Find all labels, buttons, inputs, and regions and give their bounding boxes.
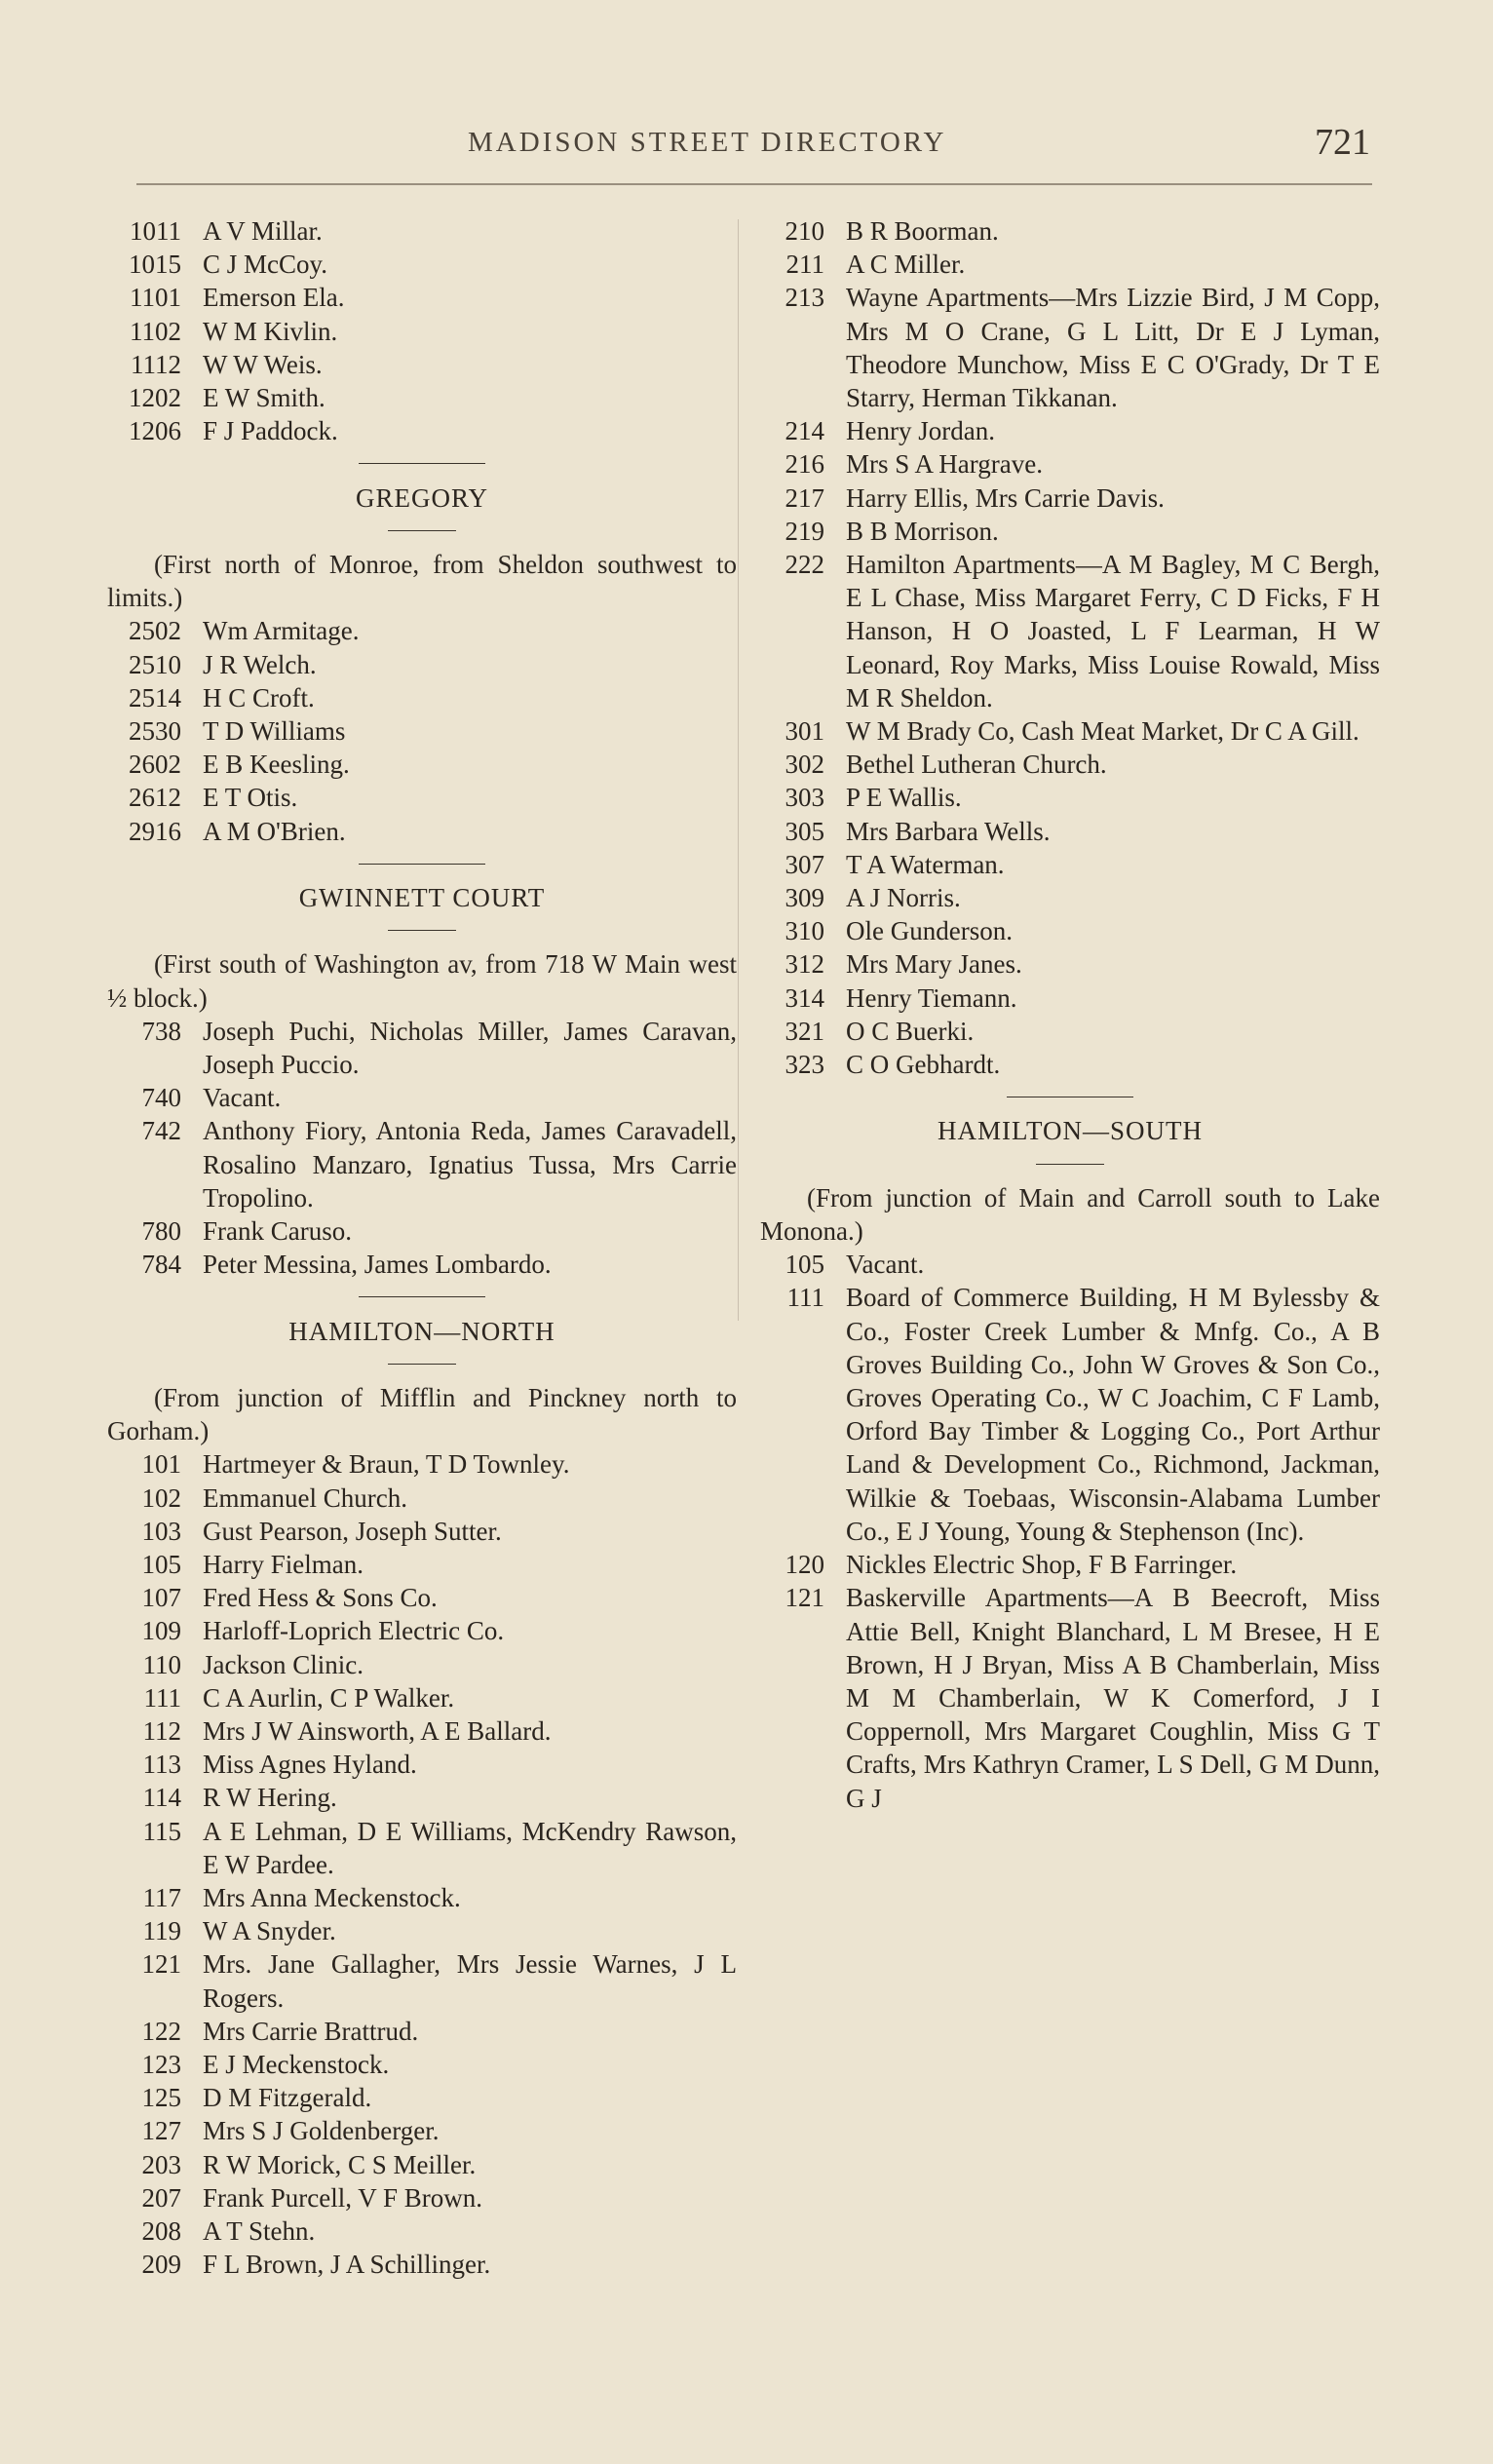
- directory-entry: [107, 1681, 737, 1714]
- section-divider: [107, 848, 737, 881]
- house-number: 314: [785, 982, 824, 1013]
- house-number: 203: [141, 2149, 181, 2179]
- occupant-names: A C Miller.: [846, 250, 966, 280]
- occupant-names: F J Paddock.: [203, 416, 338, 446]
- house-number: 309: [785, 883, 824, 913]
- occupant-names: E W Smith.: [203, 383, 325, 413]
- house-number: 216: [785, 449, 824, 480]
- house-number: 2502: [129, 616, 181, 646]
- rule-line: [359, 463, 485, 464]
- occupant-names: W M Kivlin.: [203, 316, 338, 346]
- directory-entry: [107, 648, 737, 681]
- house-number: 105: [785, 1250, 824, 1280]
- house-number: 111: [786, 1283, 824, 1313]
- house-number: 120: [785, 1550, 824, 1580]
- directory-entry: [760, 1015, 1380, 1048]
- short-rule: [107, 914, 737, 947]
- house-number: 211: [785, 250, 824, 280]
- directory-entry: [760, 914, 1380, 947]
- directory-entry: [760, 515, 1380, 548]
- occupant-names: Anthony Fiory, Antonia Reda, James Caravadell, Rosalino Manzaro, Ignatius Tussa, Mrs Carrie Tropolino.: [203, 1116, 737, 1213]
- directory-entry: [760, 815, 1380, 848]
- occupant-names: E T Otis.: [203, 783, 298, 813]
- house-number: 123: [141, 2050, 181, 2080]
- house-number: 213: [785, 283, 824, 313]
- occupant-names: Ole Gunderson.: [846, 916, 1013, 946]
- section-divider: [107, 1281, 737, 1314]
- house-number: 301: [785, 716, 824, 747]
- section-heading: GWINNETT COURT: [298, 883, 546, 913]
- directory-entry: [107, 1781, 737, 1814]
- house-number: 109: [141, 1616, 181, 1646]
- house-number: 111: [143, 1682, 181, 1713]
- house-number: 784: [141, 1250, 181, 1280]
- house-number: 2514: [129, 682, 181, 712]
- occupant-names: Harry Fielman.: [203, 1550, 364, 1580]
- occupant-names: A T Stehn.: [203, 2216, 316, 2247]
- occupant-names: A V Millar.: [203, 216, 323, 246]
- occupant-names: R W Hering.: [203, 1783, 337, 1813]
- rule-line: [388, 1364, 456, 1365]
- occupant-names: H C Croft.: [203, 682, 315, 712]
- house-number: 113: [142, 1750, 181, 1780]
- section-description: (First north of Monroe, from Sheldon southwest to limits.): [107, 550, 737, 613]
- directory-entry: [760, 881, 1380, 914]
- house-number: 219: [785, 516, 824, 546]
- occupant-names: T D Williams: [203, 716, 346, 747]
- section-heading: HAMILTON—SOUTH: [937, 1116, 1204, 1146]
- left-column: [107, 214, 737, 2282]
- house-number: 101: [141, 1449, 181, 1480]
- house-number: 742: [141, 1116, 181, 1146]
- directory-entry: [107, 815, 737, 848]
- occupant-names: R W Morick, C S Meiller.: [203, 2149, 477, 2179]
- house-number: 210: [785, 216, 824, 246]
- occupant-names: Wm Armitage.: [203, 616, 360, 646]
- occupant-names: W M Brady Co, Cash Meat Market, Dr C A Gill.: [846, 716, 1359, 747]
- house-number: 125: [141, 2083, 181, 2113]
- house-number: 121: [141, 1949, 181, 1980]
- occupant-names: Bethel Lutheran Church.: [846, 750, 1107, 780]
- right-column: [760, 214, 1380, 1815]
- directory-entry: [760, 947, 1380, 981]
- house-number: 214: [785, 416, 824, 446]
- directory-entry: [760, 1281, 1380, 1548]
- rule-line: [1036, 1164, 1104, 1165]
- directory-entry: [107, 2214, 737, 2248]
- directory-entry: [760, 1048, 1380, 1081]
- occupant-names: Mrs Anna Meckenstock.: [203, 1883, 461, 1913]
- occupant-names: Wayne Apartments—Mrs Lizzie Bird, J M Copp, Mrs M O Crane, G L Litt, Dr E J Lyman, Theodore Munchow, Miss E C O'Grady, Dr T E Starry, Herman Tikkanan.: [846, 283, 1380, 413]
- directory-entry: [107, 1214, 737, 1248]
- house-number: 323: [785, 1050, 824, 1080]
- occupant-names: Peter Messina, James Lombardo.: [203, 1250, 552, 1280]
- occupant-names: D M Fitzgerald.: [203, 2083, 372, 2113]
- directory-entry: [107, 1714, 737, 1748]
- house-number: 1011: [130, 216, 181, 246]
- directory-entry: [107, 1648, 737, 1681]
- house-number: 102: [141, 1482, 181, 1513]
- directory-entry: [760, 248, 1380, 281]
- directory-entry: [760, 1248, 1380, 1281]
- directory-entry: [760, 447, 1380, 481]
- section-description: (From junction of Mifflin and Pinckney north to Gorham.): [107, 1383, 737, 1446]
- directory-entry: [107, 1815, 737, 1881]
- occupant-names: F L Brown, J A Schillinger.: [203, 2250, 491, 2280]
- occupant-names: O C Buerki.: [846, 1016, 975, 1046]
- house-number: 209: [141, 2250, 181, 2280]
- column-divider: [738, 219, 739, 1321]
- house-number: 310: [785, 916, 824, 946]
- occupant-names: P E Wallis.: [846, 783, 962, 813]
- occupant-names: Vacant.: [846, 1250, 925, 1280]
- directory-entry: [760, 1548, 1380, 1581]
- rule-line: [388, 930, 456, 931]
- directory-entry: [107, 348, 737, 381]
- occupant-names: Board of Commerce Building, H M Bylessby & Co., Foster Creek Lumber & Mnfg. Co., A B Groves Building Co., John W Groves & Son Co., Groves Operating Co., W C Joachim, C F Lamb, Orford Bay Timber & Logging Co., Port Arthur Land & Development Co., Richmond, Jackman, Wilkie & Toebaas, Wisconsin-Alabama Lumber Co., E J Young, Young & Stephenson (Inc).: [846, 1283, 1380, 1546]
- occupant-names: Jackson Clinic.: [203, 1649, 364, 1679]
- house-number: 1202: [129, 383, 181, 413]
- section-heading: HAMILTON—NORTH: [288, 1316, 555, 1346]
- occupant-names: B R Boorman.: [846, 216, 999, 246]
- house-number: 1112: [131, 349, 181, 379]
- occupant-names: Mrs S J Goldenberger.: [203, 2116, 440, 2146]
- page-header: [136, 117, 1384, 175]
- directory-entry: [107, 1248, 737, 1281]
- occupant-names: Frank Caruso.: [203, 1216, 352, 1247]
- short-rule: [760, 1148, 1380, 1181]
- directory-entry: [107, 781, 737, 814]
- rule-line: [388, 530, 456, 531]
- occupant-names: Vacant.: [203, 1083, 282, 1113]
- house-number: 115: [142, 1816, 181, 1846]
- house-number: 305: [785, 816, 824, 846]
- directory-entry: [760, 1581, 1380, 1814]
- house-number: 1015: [129, 250, 181, 280]
- directory-entry: [107, 1748, 737, 1781]
- directory-entry: [107, 1581, 737, 1614]
- directory-entry: [107, 1914, 737, 1947]
- house-number: 303: [785, 783, 824, 813]
- house-number: 312: [785, 949, 824, 980]
- occupant-names: Mrs S A Hargrave.: [846, 449, 1043, 480]
- occupant-names: T A Waterman.: [846, 849, 1005, 879]
- occupant-names: E B Keesling.: [203, 750, 350, 780]
- short-rule: [107, 515, 737, 548]
- directory-entry: [760, 414, 1380, 447]
- house-number: 738: [141, 1016, 181, 1046]
- house-number: 780: [141, 1216, 181, 1247]
- directory-entry: [760, 281, 1380, 414]
- occupant-names: Henry Tiemann.: [846, 982, 1017, 1013]
- occupant-names: J R Welch.: [203, 649, 317, 679]
- directory-entry: [107, 1482, 737, 1515]
- directory-entry: [107, 748, 737, 781]
- directory-entry: [107, 1447, 737, 1481]
- occupant-names: Miss Agnes Hyland.: [203, 1750, 417, 1780]
- house-number: 208: [141, 2216, 181, 2247]
- occupant-names: Mrs. Jane Gallagher, Mrs Jessie Warnes, J L Rogers.: [203, 1949, 737, 2013]
- directory-entry: [107, 2181, 737, 2214]
- occupant-names: Fred Hess & Sons Co.: [203, 1583, 438, 1613]
- house-number: 217: [785, 482, 824, 513]
- section-heading: GREGORY: [355, 482, 488, 513]
- house-number: 103: [141, 1516, 181, 1546]
- occupant-names: Nickles Electric Shop, F B Farringer.: [846, 1550, 1238, 1580]
- occupant-names: Emmanuel Church.: [203, 1482, 407, 1513]
- occupant-names: Joseph Puchi, Nicholas Miller, James Caravan, Joseph Puccio.: [203, 1016, 737, 1080]
- directory-entry: [107, 281, 737, 314]
- directory-entry: [107, 1515, 737, 1548]
- running-head-title: MADISON STREET DIRECTORY: [468, 127, 947, 158]
- occupant-names: E J Meckenstock.: [203, 2050, 390, 2080]
- directory-entry: [107, 1114, 737, 1214]
- house-number: 1206: [129, 416, 181, 446]
- occupant-names: Emerson Ela.: [203, 283, 345, 313]
- section-description: (From junction of Main and Carroll south to Lake Monona.): [760, 1182, 1380, 1247]
- short-rule: [107, 1348, 737, 1381]
- directory-entry: [107, 1614, 737, 1647]
- rule-line: [359, 1296, 485, 1297]
- directory-entry: [107, 2081, 737, 2114]
- directory-entry: [760, 982, 1380, 1015]
- occupant-names: Hamilton Apartments—A M Bagley, M C Bergh, E L Chase, Miss Margaret Ferry, C D Ficks, F H Hanson, H O Joasted, L F Learman, H W Leonard, Roy Marks, Miss Louise Rowald, Miss M R Sheldon.: [846, 550, 1380, 712]
- directory-entry: [107, 2048, 737, 2081]
- house-number: 119: [142, 1916, 181, 1946]
- directory-entry: [107, 381, 737, 414]
- directory-entry: [107, 2015, 737, 2048]
- section-description: (First south of Washington av, from 718 W Main west ½ block.): [107, 949, 737, 1013]
- directory-entry: [107, 2148, 737, 2181]
- occupant-names: Frank Purcell, V F Brown.: [203, 2182, 483, 2213]
- directory-entry: [107, 248, 737, 281]
- house-number: 1102: [130, 316, 181, 346]
- house-number: 2510: [129, 649, 181, 679]
- house-number: 114: [142, 1783, 181, 1813]
- house-number: 302: [785, 750, 824, 780]
- directory-entry: [107, 714, 737, 748]
- directory-entry: [107, 614, 737, 647]
- directory-entry: [107, 315, 737, 348]
- house-number: 105: [141, 1550, 181, 1580]
- house-number: 207: [141, 2182, 181, 2213]
- house-number: 127: [141, 2116, 181, 2146]
- directory-entry: [760, 714, 1380, 748]
- house-number: 321: [785, 1016, 824, 1046]
- house-number: 2916: [129, 816, 181, 846]
- occupant-names: Mrs Barbara Wells.: [846, 816, 1051, 846]
- directory-entry: [107, 214, 737, 248]
- directory-entry: [107, 2248, 737, 2281]
- occupant-names: A E Lehman, D E Williams, McKendry Rawson, E W Pardee.: [203, 1816, 737, 1879]
- directory-entry: [107, 681, 737, 714]
- directory-entry: [107, 1947, 737, 2014]
- directory-entry: [760, 548, 1380, 714]
- occupant-names: Baskerville Apartments—A B Beecroft, Miss Attie Bell, Knight Blanchard, L M Bresee, H E Brown, H J Bryan, Miss A B Chamberlain, Miss M M Chamberlain, W K Comerford, J I Coppernoll, Mrs Margaret Coughlin, Miss G T Crafts, Mrs Kathryn Cramer, L S Dell, G M Dunn, G J: [846, 1583, 1380, 1813]
- occupant-names: Gust Pearson, Joseph Sutter.: [203, 1516, 502, 1546]
- house-number: 307: [785, 849, 824, 879]
- occupant-names: Mrs Carrie Brattrud.: [203, 2016, 419, 2046]
- house-number: 222: [785, 550, 824, 580]
- house-number: 121: [785, 1583, 824, 1613]
- occupant-names: A J Norris.: [846, 883, 961, 913]
- occupant-names: Mrs J W Ainsworth, A E Ballard.: [203, 1716, 552, 1747]
- directory-entry: [760, 781, 1380, 814]
- directory-entry: [107, 1881, 737, 1914]
- house-number: 117: [142, 1883, 181, 1913]
- occupant-names: Mrs Mary Janes.: [846, 949, 1022, 980]
- directory-entry: [107, 1015, 737, 1081]
- occupant-names: W W Weis.: [203, 349, 323, 379]
- page-number: 721: [1315, 122, 1370, 163]
- rule-line: [359, 864, 485, 865]
- directory-entry: [760, 748, 1380, 781]
- directory-entry: [107, 414, 737, 447]
- occupant-names: Harloff-Loprich Electric Co.: [203, 1616, 505, 1646]
- directory-entry: [107, 1081, 737, 1114]
- occupant-names: C A Aurlin, C P Walker.: [203, 1682, 455, 1713]
- directory-entry: [760, 848, 1380, 881]
- directory-entry: [760, 214, 1380, 248]
- occupant-names: B B Morrison.: [846, 516, 999, 546]
- house-number: 2530: [129, 716, 181, 747]
- occupant-names: Henry Jordan.: [846, 416, 995, 446]
- house-number: 2602: [129, 750, 181, 780]
- house-number: 122: [141, 2016, 181, 2046]
- occupant-names: C J McCoy.: [203, 250, 328, 280]
- directory-entry: [760, 481, 1380, 515]
- occupant-names: Hartmeyer & Braun, T D Townley.: [203, 1449, 570, 1480]
- house-number: 107: [141, 1583, 181, 1613]
- house-number: 1101: [130, 283, 181, 313]
- section-divider: [107, 447, 737, 481]
- house-number: 740: [141, 1083, 181, 1113]
- house-number: 110: [142, 1649, 181, 1679]
- occupant-names: Harry Ellis, Mrs Carrie Davis.: [846, 482, 1165, 513]
- house-number: 112: [142, 1716, 181, 1747]
- house-number: 2612: [129, 783, 181, 813]
- occupant-names: C O Gebhardt.: [846, 1050, 1001, 1080]
- section-divider: [760, 1081, 1380, 1114]
- occupant-names: W A Snyder.: [203, 1916, 336, 1946]
- directory-entry: [107, 1548, 737, 1581]
- directory-entry: [107, 2114, 737, 2147]
- header-rule: [136, 183, 1372, 185]
- occupant-names: A M O'Brien.: [203, 816, 346, 846]
